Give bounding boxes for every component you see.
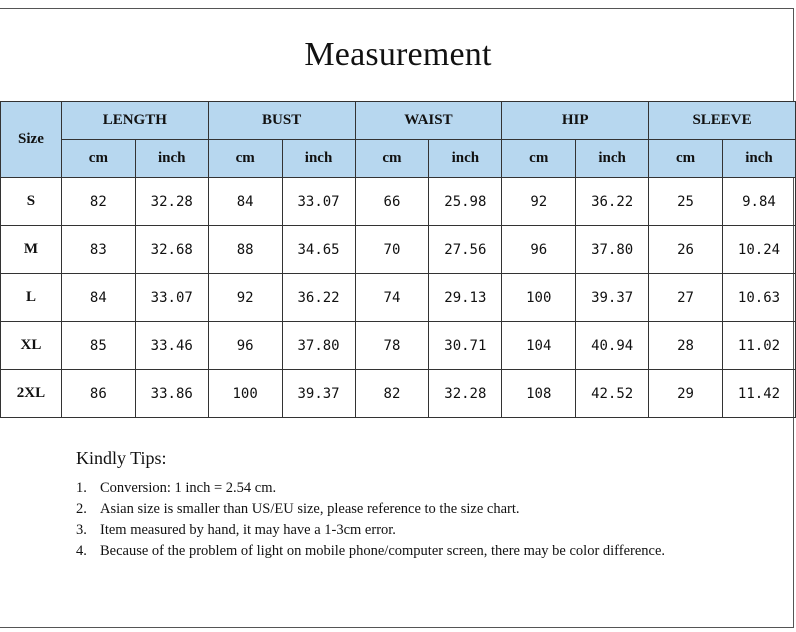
measurement-cell: 83 xyxy=(61,226,135,274)
measurement-cell: 96 xyxy=(208,322,282,370)
unit-cm: cm xyxy=(355,140,429,178)
table-row xyxy=(1,178,796,226)
measurement-cell: 25.98 xyxy=(429,178,502,226)
size-cell: 2XL xyxy=(1,370,62,418)
measurement-cell: 96 xyxy=(502,226,576,274)
header-row-groups xyxy=(1,102,796,140)
measurement-cell: 32.28 xyxy=(429,370,502,418)
unit-cm: cm xyxy=(61,140,135,178)
measurement-cell: 25 xyxy=(649,178,723,226)
measurement-cell: 37.80 xyxy=(282,322,355,370)
unit-inch: inch xyxy=(722,140,795,178)
group-header-waist: WAIST xyxy=(355,102,502,140)
unit-cm: cm xyxy=(208,140,282,178)
tip-item xyxy=(76,541,665,562)
measurement-cell: 32.68 xyxy=(135,226,208,274)
measurement-cell: 28 xyxy=(649,322,723,370)
size-cell: S xyxy=(1,178,62,226)
measurement-cell: 84 xyxy=(208,178,282,226)
measurement-cell: 86 xyxy=(61,370,135,418)
measurement-cell: 10.63 xyxy=(722,274,795,322)
group-header-hip: HIP xyxy=(502,102,649,140)
measurement-cell: 39.37 xyxy=(282,370,355,418)
size-cell: L xyxy=(1,274,62,322)
measurement-cell: 37.80 xyxy=(576,226,649,274)
page-title: Measurement xyxy=(304,36,492,73)
tip-item xyxy=(76,478,665,499)
unit-inch: inch xyxy=(576,140,649,178)
tip-text: Asian size is smaller than US/EU size, please reference to the size chart. xyxy=(100,501,520,517)
tips-panel xyxy=(48,434,740,614)
measurement-cell: 74 xyxy=(355,274,429,322)
table-row xyxy=(1,274,796,322)
table-row xyxy=(1,322,796,370)
size-rows xyxy=(1,178,796,418)
header-row-units xyxy=(1,140,796,178)
size-cell: XL xyxy=(1,322,62,370)
table-row xyxy=(1,370,796,418)
tip-number: 4. xyxy=(76,543,87,559)
size-chart-table xyxy=(0,101,796,418)
tip-text: Conversion: 1 inch = 2.54 cm. xyxy=(100,480,277,496)
size-cell: M xyxy=(1,226,62,274)
measurement-cell: 100 xyxy=(208,370,282,418)
measurement-cell: 82 xyxy=(61,178,135,226)
table-row xyxy=(1,226,796,274)
measurement-cell: 84 xyxy=(61,274,135,322)
measurement-cell: 33.07 xyxy=(135,274,208,322)
tip-item xyxy=(76,520,665,541)
measurement-cell: 92 xyxy=(502,178,576,226)
unit-inch: inch xyxy=(282,140,355,178)
group-header-bust: BUST xyxy=(208,102,355,140)
unit-cm: cm xyxy=(502,140,576,178)
measurement-cell: 100 xyxy=(502,274,576,322)
measurement-cell: 82 xyxy=(355,370,429,418)
tips-list xyxy=(76,478,665,562)
measurement-cell: 66 xyxy=(355,178,429,226)
unit-cm: cm xyxy=(649,140,723,178)
measurement-cell: 27.56 xyxy=(429,226,502,274)
measurement-cell: 42.52 xyxy=(576,370,649,418)
measurement-cell: 36.22 xyxy=(282,274,355,322)
measurement-cell: 10.24 xyxy=(722,226,795,274)
unit-inch: inch xyxy=(135,140,208,178)
measurement-cell: 32.28 xyxy=(135,178,208,226)
group-header-length: LENGTH xyxy=(61,102,208,140)
size-header: Size xyxy=(1,102,62,178)
measurement-cell: 33.86 xyxy=(135,370,208,418)
measurement-cell: 26 xyxy=(649,226,723,274)
tips-title: Kindly Tips: xyxy=(76,448,167,468)
measurement-cell: 29.13 xyxy=(429,274,502,322)
measurement-cell: 108 xyxy=(502,370,576,418)
measurement-cell: 70 xyxy=(355,226,429,274)
measurement-cell: 33.46 xyxy=(135,322,208,370)
measurement-cell: 78 xyxy=(355,322,429,370)
measurement-cell: 29 xyxy=(649,370,723,418)
tip-number: 2. xyxy=(76,501,87,517)
measurement-cell: 88 xyxy=(208,226,282,274)
measurement-cell: 33.07 xyxy=(282,178,355,226)
measurement-cell: 40.94 xyxy=(576,322,649,370)
group-header-sleeve: SLEEVE xyxy=(649,102,796,140)
measurement-cell: 104 xyxy=(502,322,576,370)
measurement-cell: 11.42 xyxy=(722,370,795,418)
measurement-cell: 34.65 xyxy=(282,226,355,274)
measurement-cell: 11.02 xyxy=(722,322,795,370)
measurement-cell: 36.22 xyxy=(576,178,649,226)
measurement-cell: 39.37 xyxy=(576,274,649,322)
measurement-cell: 27 xyxy=(649,274,723,322)
measurement-cell: 9.84 xyxy=(722,178,795,226)
measurement-cell: 30.71 xyxy=(429,322,502,370)
tip-text: Item measured by hand, it may have a 1-3cm error. xyxy=(100,522,396,538)
measurement-cell: 85 xyxy=(61,322,135,370)
tip-number: 1. xyxy=(76,480,87,496)
tip-number: 3. xyxy=(76,522,87,538)
tip-text: Because of the problem of light on mobile phone/computer screen, there may be color difference. xyxy=(100,543,666,559)
measurement-cell: 92 xyxy=(208,274,282,322)
unit-inch: inch xyxy=(429,140,502,178)
tip-item xyxy=(76,499,665,520)
